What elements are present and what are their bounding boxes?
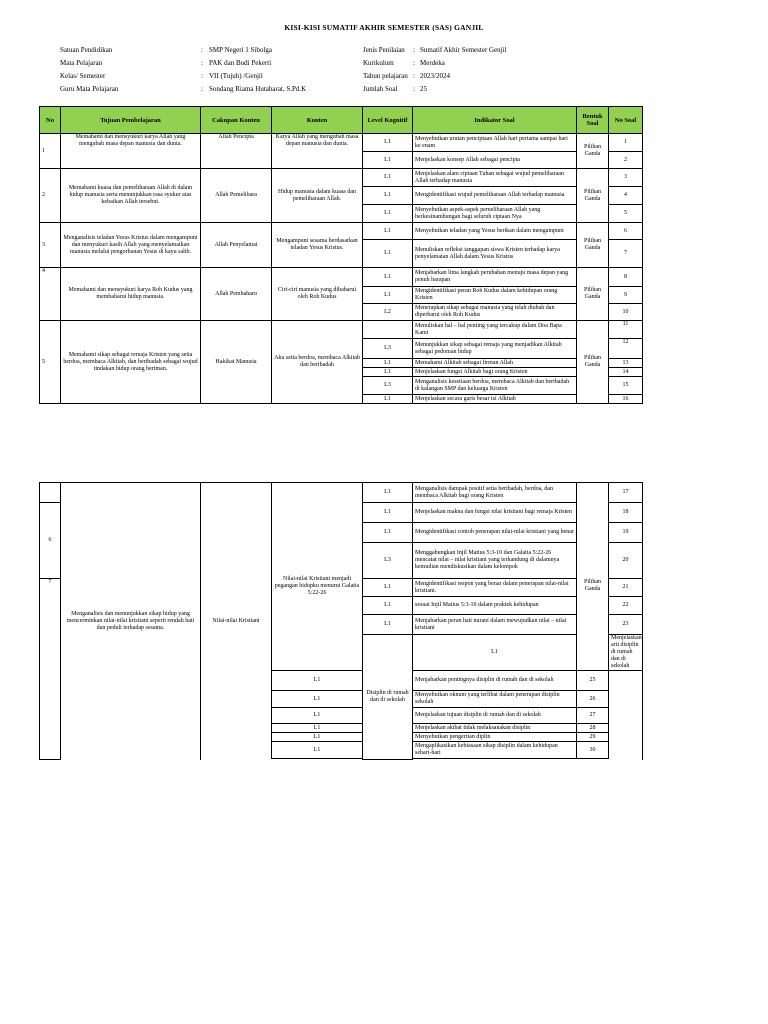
info-text: Merdeka [420, 59, 445, 67]
info-text: : [413, 85, 415, 93]
table-cell: 8 [609, 268, 643, 287]
table-cell: L1 [363, 523, 413, 543]
table-cell: 9 [609, 287, 643, 304]
table-cell [577, 759, 609, 760]
table-cell: Menyebutkan pengertian diplin [413, 733, 577, 742]
info-text: : [201, 85, 203, 93]
table-cell: L1 [272, 671, 363, 691]
table-cell: Memahami sikap sebagai remaja Kristen yang setia berdoa, membaca Alkitab, dan beribadah sebagai wujud tindakan hidup orang beriman. [61, 321, 201, 404]
table-cell: Menjelaskan alam ciptaan Tuhan sebagai wujud pemeliharaan Allah terhadap manusia [413, 169, 577, 187]
info-row [363, 70, 507, 83]
table-cell: 6 [40, 503, 61, 579]
header-indikator: Indikator Soal [413, 107, 577, 134]
table-cell [272, 483, 363, 503]
table-cell: Menganalisis dampak positif setia beribadah, berdoa, dan membaca Alkitab bagi orang Kristen [413, 483, 577, 503]
table-cell: Pilihan Ganda [577, 321, 609, 404]
table-cell: Ciri-ciri manusia yang dibaharui oleh Roh Kudus [272, 268, 363, 321]
table-cell: Menyebutkan oknum yang terlibat dalam penerapan disiplin sekolah [413, 691, 577, 708]
table-cell: 16 [609, 395, 643, 404]
table-cell: Memahami Alkitab sebagai firman Allah [413, 359, 577, 368]
table-cell: 19 [609, 523, 643, 543]
info-text: Kelas/ Semester [60, 72, 106, 80]
table-cell: Menjelaskan fungsi Alkitab bagi orang Kristen [413, 368, 577, 377]
table-cell: L1 [272, 724, 363, 733]
table-cell: Menjelaskan konsep Allah sebagai pencipta [413, 152, 577, 169]
table-cell: 23 [609, 615, 643, 635]
table-cell: Allah Pembaharu [201, 268, 272, 321]
table-cell: 2 [609, 152, 643, 169]
table-cell: 28 [577, 724, 609, 733]
table-cell: Allah Pencipta [201, 134, 272, 169]
table-cell: Hakikat Manusia [201, 321, 272, 404]
table-cell: L1 [272, 733, 363, 742]
table-cell: 14 [609, 368, 643, 377]
table-cell [609, 759, 643, 760]
table-cell: L1 [272, 742, 363, 759]
table-cell [363, 321, 413, 339]
info-text: Satuan Pendidikan [60, 46, 113, 54]
table-cell: L1 [363, 483, 413, 503]
info-row [60, 44, 306, 57]
table-cell: sesuai Injil Matius 5:3-10 dalam praktek kehidupan [413, 597, 577, 615]
table-cell: Menganalisis teladan Yesus Kristus dalam mengampuni dan menyukuri kasih Allah yang menyelamatkan manusia melalui pengorbanan Yesus di kayu salib. [61, 223, 201, 268]
table-cell: Allah Pemelihara [201, 169, 272, 223]
table-cell: Mengidentifikasi respon yang benar dalam penerapan nilai-nilai kristiani. [413, 579, 577, 597]
table-cell: Menyebutkan aspek-aspek pemeliharaan Allah yang berkesinambungan bagi seluruh ciptaan Nya [413, 205, 577, 223]
table-row [40, 268, 643, 287]
header-konten: Konten [272, 107, 363, 134]
table-header [40, 107, 643, 134]
table-cell: Menganalisis kesetiaan berdoa, membaca Alkitab dan beribadah di kalangan SMP dan keluarga Kristen [413, 377, 577, 395]
table-cell [272, 759, 363, 760]
table-cell: Mengidentifikasi peran Roh Kudus dalam kehidupan orang Kristen [413, 287, 577, 304]
table-cell: Menerapkan sikap sebagai manusia yang telah diubah dan diperbarui oleh Roh Kudus [413, 304, 577, 321]
table-cell: L1 [363, 368, 413, 377]
table-row [40, 169, 643, 187]
table-cell: Hidup manusia dalam kuasa dan pemeliharaan Allah. [272, 169, 363, 223]
info-text: : [413, 46, 415, 54]
table-row [40, 321, 643, 339]
table-cell: 22 [609, 597, 643, 615]
table-cell: L1 [363, 287, 413, 304]
table-cell: 7 [40, 579, 61, 760]
info-text: SMP Negeri 1 Sibolga [209, 46, 272, 54]
info-text: Sumatif Akhir Semester Genjil [420, 46, 507, 54]
table-cell: Disiplin di rumah dan di sekolah [363, 635, 413, 760]
table-row [40, 223, 643, 240]
header-bentuk: Bentuk Soal [577, 107, 609, 134]
document-title: KISI-KISI SUMATIF AKHIR SEMESTER (SAS) GANJIL [284, 23, 484, 32]
header-level: Level Kognitif [363, 107, 413, 134]
table-cell: Menjelaskan akibat tidak melaksanakan disiplin [413, 724, 577, 733]
table-cell: Pilihan Ganda [577, 503, 609, 671]
table-cell: Menyebutkan urutan penciptaan Allah hari pertama sampai hari ke enam [413, 134, 577, 152]
info-text: Jenis Penilaian [363, 46, 405, 54]
table-cell: L1 [363, 205, 413, 223]
table-cell: L1 [363, 134, 413, 152]
table-cell: 29 [577, 733, 609, 742]
table-cell: Menjabarkan lima langkah perubahan menuju masa depan yang penuh harapan [413, 268, 577, 287]
info-row [363, 83, 507, 96]
table-cell [577, 483, 609, 503]
table-cell: Pilihan Ganda [577, 268, 609, 321]
table-cell: 17 [609, 483, 643, 503]
table-row [40, 134, 643, 152]
info-text: : [201, 59, 203, 67]
info-text: PAK dan Budi Pekerti [209, 59, 272, 67]
table-cell: 21 [609, 579, 643, 597]
table-cell: Nilai-nilai Kristiani menjadi pegangan hidupku menurut Galatia 5:22-26 [272, 503, 363, 671]
info-text: Kurikulum [363, 59, 394, 67]
table-cell: L1 [363, 152, 413, 169]
table-cell: 13 [609, 359, 643, 368]
table-cell: Mengidentifikasi contoh penerapan nilai-nilai kristiani yang benar [413, 523, 577, 543]
table-cell: 27 [577, 708, 609, 724]
header-cakupan: Cakupan Konten [201, 107, 272, 134]
table-cell: L1 [363, 240, 413, 268]
table-cell [413, 759, 577, 760]
table-cell: L1 [363, 223, 413, 240]
table-cell: 7 [609, 240, 643, 268]
table-cell: Mengidentifikasi wujud pemeliharaan Allah terhadap manusia [413, 187, 577, 205]
table-cell: L1 [363, 359, 413, 368]
table-cell: Menyebutkan teladan yang Yesus berikan dalam mengampuni [413, 223, 577, 240]
table-cell: Menjelaskan tujuan disiplin di rumah dan di sekolah [413, 708, 577, 724]
info-text: : [413, 72, 415, 80]
info-left [60, 44, 306, 96]
table-cell: L1 [363, 268, 413, 287]
table-cell: L1 [272, 708, 363, 724]
table-cell: 6 [609, 223, 643, 240]
table-cell: 26 [577, 691, 609, 708]
info-row [363, 44, 507, 57]
table-cell: Allah Penyelamat [201, 223, 272, 268]
table-cell: Mengaplikasikan kebiasaan sikap disiplin dalam kehidupan sehari-hari [413, 742, 577, 759]
table-cell: Menuliskan hal – hal penting yang tercakup dalam Doa Bapa Kami [413, 321, 577, 339]
table-cell: Menganalisis dan menunjukkan sikap hidup yang mencerminkan nilai-nilai kristiani seperti rendah hati dan peduli terhadap sesama. [61, 483, 201, 760]
table-cell: Menjabarkan pentingnya disiplin di rumah dan di sekolah [413, 671, 577, 691]
table-cell: L3 [363, 377, 413, 395]
table-cell: Menggabungkan Injil Matius 5:3-10 dan Galatia 5:22-26 mencatat nilai – nilai kristiani yang terkandung di dalamnya kemudian mendiskusikan dalam kelompok [413, 543, 577, 579]
info-row [60, 83, 306, 96]
table-cell: L1 [413, 635, 577, 671]
table-cell: Pilihan Ganda [577, 134, 609, 169]
table-cell: Memahami kuasa dan pemeliharaan Allah di dalam hidup manusia serta menunjukkan rasa syukur atas kebaikan Allah tersebut. [61, 169, 201, 223]
info-text: VII (Tujuh) /Genjil [209, 72, 263, 80]
header-nosoal: No Soal [609, 107, 643, 134]
table-cell: Memahami dan mensyukuri karya Allah yang mengubah masa depan manusia dan dunia. [61, 134, 201, 169]
table-cell: Menunjukkan sikap sebagai remaja yang menjadikan Alkitab sebagai pedoman hidup [413, 339, 577, 359]
header-tujuan: Tujuan Pembelajaran [61, 107, 201, 134]
table-cell: 5 [40, 321, 61, 404]
table-cell: Aku setia berdoa, membaca Alkitab dan beribadah [272, 321, 363, 404]
info-text: Guru Mata Pelajaran [60, 85, 119, 93]
info-text: : [201, 46, 203, 54]
info-row [60, 57, 306, 70]
info-row [363, 57, 507, 70]
kisi-table-2 [39, 482, 643, 760]
info-text: : [201, 72, 203, 80]
table-cell: L1 [363, 187, 413, 205]
table-cell: 5 [609, 205, 643, 223]
info-text: Sondang Riama Hutabarat, S.Pd.K [209, 85, 307, 93]
table-cell: L1 [363, 395, 413, 404]
table-cell: Nilai-nilai Kristiani [201, 483, 272, 760]
header-no: No [40, 107, 61, 134]
kisi-table-1 [39, 106, 643, 404]
table-cell: 3 [609, 169, 643, 187]
info-text: Jumlah Soal [363, 85, 398, 93]
table-cell: 1 [609, 134, 643, 152]
table-cell: Menjelaskan secara garis besar isi Alkitab [413, 395, 577, 404]
info-row [60, 70, 306, 83]
info-right [363, 44, 507, 96]
table-cell: L3 [363, 543, 413, 579]
table-cell: Menjelaskan makna dan fungsi nilai kristiani bagi remaja Kristen [413, 503, 577, 523]
table-cell: L1 [363, 579, 413, 597]
table-cell: 10 [609, 304, 643, 321]
table-cell: L1 [363, 503, 413, 523]
table-cell: L1 [363, 615, 413, 635]
table-cell: Menuliskan refleksi tanggapan siswa Kristen terhadap karya penyelamatan Allah dalam Yesus Kristus [413, 240, 577, 268]
table-cell [40, 483, 61, 503]
info-text: 2023/2024 [420, 72, 450, 80]
table-cell: L2 [363, 304, 413, 321]
table-cell: 1 [40, 134, 61, 169]
table-cell: 11 [609, 321, 643, 339]
table-cell: Karya Allah yang mengubah masa depan manusia dan dunia. [272, 134, 363, 169]
table-cell: 18 [609, 503, 643, 523]
info-text: : [413, 59, 415, 67]
table-cell: L1 [363, 597, 413, 615]
table-cell: 25 [577, 671, 609, 691]
table-row [40, 483, 643, 503]
table-cell: L1 [272, 691, 363, 708]
table-cell: 20 [609, 543, 643, 579]
table-cell: L1 [363, 169, 413, 187]
info-text: Mata Pelajaran [60, 59, 103, 67]
info-text: Tahun pelajaran [363, 72, 408, 80]
table-cell: 3 [40, 223, 61, 268]
table-cell: 15 [609, 377, 643, 395]
table-cell: 12 [609, 339, 643, 359]
table-cell: 4 [609, 187, 643, 205]
table-cell: Pilihan Ganda [577, 223, 609, 268]
table-cell: Menjabarkan peran hati nurani dalam mewujudkan nilai – nilai kristiani [413, 615, 577, 635]
table-cell: 2 [40, 169, 61, 223]
table-cell: L3 [363, 339, 413, 359]
table-cell: 30 [577, 742, 609, 759]
table-cell: 4 [40, 268, 61, 321]
table-cell: Pilihan Ganda [577, 169, 609, 223]
table-cell: Mengampuni sesama berdasarkan teladan Yesus Kristus. [272, 223, 363, 268]
table-cell: Menjelaskan arti disiplin di rumah dan di sekolah [609, 635, 643, 671]
table-cell: Memahami dan mensyukuri karya Roh Kudus yang membaharui hidup manusia. [61, 268, 201, 321]
info-text: 25 [420, 85, 427, 93]
